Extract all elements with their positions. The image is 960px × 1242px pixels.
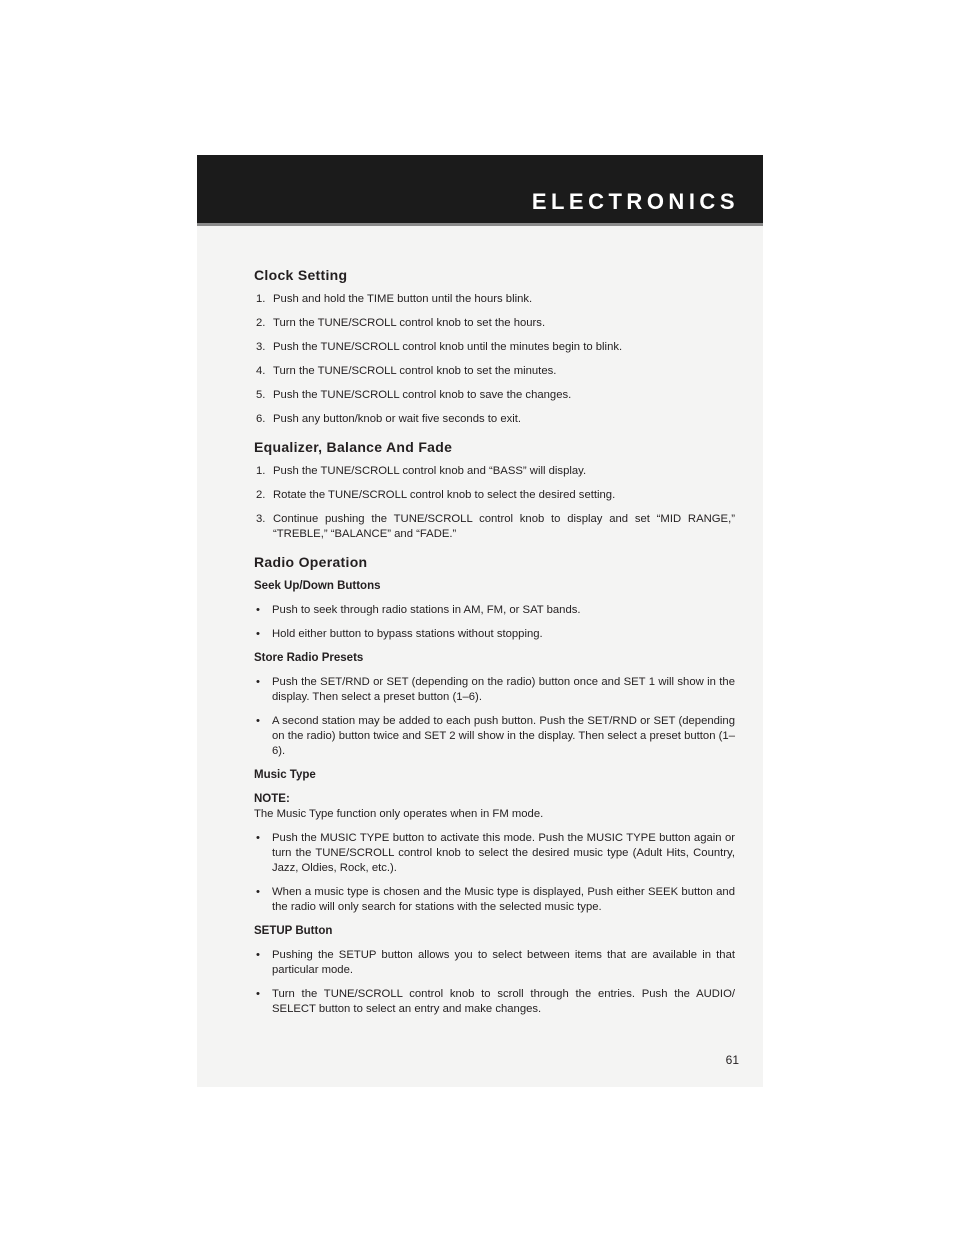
setup-button-heading: SETUP Button [254,925,333,937]
equalizer-step-2: 2. Rotate the TUNE/SCROLL control knob to select the desired setting. [256,489,616,501]
clock-step-6: 6. Push any button/knob or wait five seconds to exit. [256,413,522,425]
manual-page [197,155,763,1087]
seek-bullet-1: • Push to seek through radio stations in AM, FM, or SAT bands. [256,604,581,616]
clock-setting-heading: Clock Setting [254,267,348,283]
page-number: 61 [725,1053,739,1067]
clock-step-3: 3. Push the TUNE/SCROLL control knob until the minutes begin to blink. [256,341,623,353]
section-header-bar [197,155,763,223]
page-content [254,268,735,1026]
seek-buttons-heading: Seek Up/Down Buttons [254,580,381,592]
equalizer-step-1: 1. Push the TUNE/SCROLL control knob and “BASS” will display. [256,465,587,477]
clock-step-5: 5. Push the TUNE/SCROLL control knob to save the changes. [256,389,572,401]
radio-operation-heading: Radio Operation [254,554,368,570]
presets-bullet-1: • Push the SET/RND or SET (depending on the radio) button once and SET 1 will show in the display. Then select a preset button (1–6). [256,676,735,703]
header-divider [197,223,763,226]
music-bullet-1: • Push the MUSIC TYPE button to activate this mode. Push the MUSIC TYPE button again or turn the TUNE/SCROLL control knob to select the desired music type (Adult Hits, Country, Jazz, Oldies, Rock, etc.). [256,832,735,874]
setup-bullet-1: • Pushing the SETUP button allows you to select between items that are available in that particular mode. [256,949,735,976]
note-label: NOTE: [254,793,290,805]
setup-bullet-2: • Turn the TUNE/SCROLL control knob to scroll through the entries. Push the AUDIO/ SELECT button to select an entry and make changes. [256,988,735,1015]
music-bullet-2: • When a music type is chosen and the Music type is displayed, Push either SEEK button and the radio will only search for stations with the selected music type. [256,886,735,913]
equalizer-heading: Equalizer, Balance And Fade [254,439,453,455]
section-title: ELECTRONICS [531,189,739,214]
seek-bullet-2: • Hold either button to bypass stations without stopping. [256,628,543,640]
music-type-heading: Music Type [254,769,316,781]
clock-step-1: 1. Push and hold the TIME button until the hours blink. [256,293,533,305]
equalizer-step-3: 3. Continue pushing the TUNE/SCROLL control knob to display and set “MID RANGE,” “TREBLE,” “BALANCE” and “FADE.” [256,513,735,540]
clock-step-4: 4. Turn the TUNE/SCROLL control knob to set the minutes. [256,365,557,377]
store-presets-heading: Store Radio Presets [254,652,364,664]
presets-bullet-2: • A second station may be added to each push button. Push the SET/RND or SET (depending on the radio) button twice and SET 2 will show in the display. Then select a preset button (1–6). [256,715,735,757]
clock-step-2: 2. Turn the TUNE/SCROLL control knob to set the hours. [256,317,546,329]
note-text: The Music Type function only operates when in FM mode. [254,808,544,820]
